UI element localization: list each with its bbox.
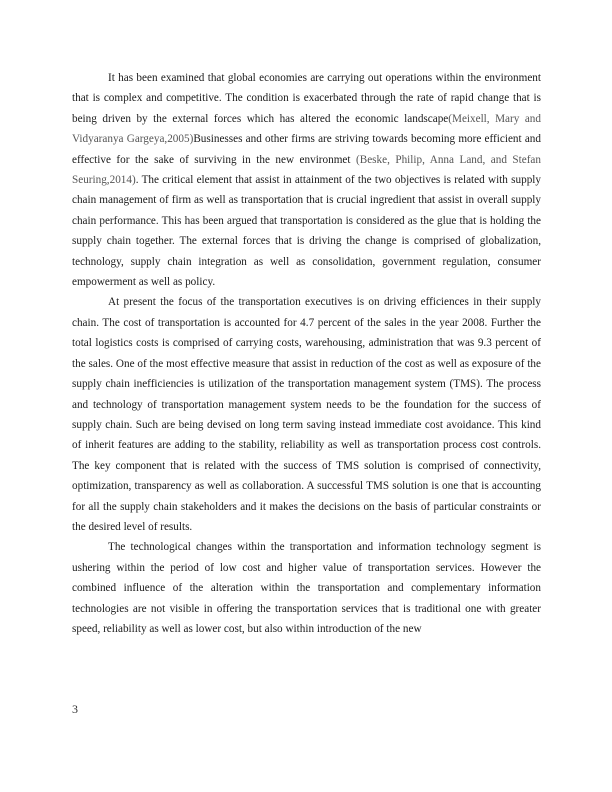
document-page	[72, 68, 541, 639]
paragraph-1-text-after: . The critical element that assist in attainment of the two objectives is related with supply chain management of firm as well as transportation that is crucial ingredient that assist in overall supply chain performance. This has been argued that transportation is considered as the glue that is holding the supply chain together. The external forces that is driving the change is comprised of globalization, technology, supply chain integration as well as consolidation, government regulation, consumer empowerment as well as policy.	[72, 174, 541, 289]
paragraph-2: At present the focus of the transportation executives is on driving efficiences in their supply chain. The cost of transportation is accounted for 4.7 percent of the sales in the year 2008. Further the total logistics costs is comprised of carrying costs, warehousing, administration that was 9.3 percent of the sales. One of the most effective measure that assist in reduction of the cost as well as exposure of the supply chain inefficiencies is utilization of the transportation management system (TMS). The process and technology of transportation management system needs to be the foundation for the success of supply chain. Such are being devised on long term saving instead immediate cost avoidance. This kind of inherit features are adding to the stability, reliability as well as transportation process cost controls. The key component that is related with the success of TMS solution is comprised of connectivity, optimization, transparency as well as collaboration. A successful TMS solution is one that is accounting for all the supply chain stakeholders and it makes the decisions on the basis of particular constraints or the desired level of results.	[72, 296, 541, 533]
paragraph-1	[72, 68, 541, 292]
paragraph-3: The technological changes within the transportation and information technology segment is ushering within the period of low cost and higher value of transportation services. However the combined influence of the alteration within the transportation and complementary information technologies are not visible in offering the transportation services that is traditional one with greater speed, reliability as well as lower cost, but also within introduction of the new	[72, 541, 541, 635]
citation-beske-land-seuring: (Beske, Philip, Anna Land, and Stefan Seuring,2014)	[72, 153, 541, 187]
paragraph-1-text-middle: Businesses and other firms are striving towards becoming more efficient and effective for the sake of surviving in the new environmet	[72, 133, 541, 166]
citation-meixell-gargeya: (Meixell, Mary and Vidyaranya Gargeya,2005)	[72, 112, 541, 146]
page-number: 3	[72, 702, 78, 716]
paragraph-1-text-before: It has been examined that global economies are carrying out operations within the environment that is complex and competitive. The condition is exacerbated through the rate of rapid change that is being driven by the external forces which has altered the economic landscape	[72, 72, 541, 125]
